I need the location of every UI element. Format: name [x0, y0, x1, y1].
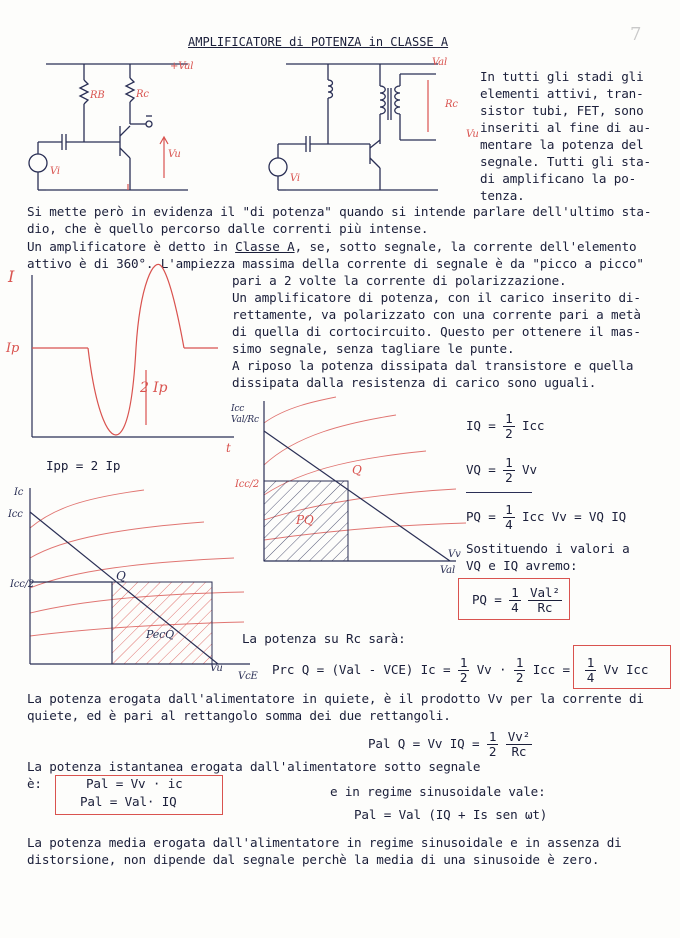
left-q-label: Q — [116, 569, 126, 583]
eq-pqb-den1: 4 — [511, 600, 519, 615]
eq-iq-num: 1 — [505, 411, 513, 426]
text-line: rettamente, va polarizzato con una corrente pari a metà — [232, 307, 641, 322]
text-line: VQ e IQ avremo: — [466, 558, 578, 573]
sine-graph — [6, 265, 236, 450]
eq-prc-a-den: 2 — [459, 670, 468, 685]
classe-a-term: Classe A — [235, 239, 295, 254]
label-rb: RB — [90, 90, 105, 101]
text-line: di quella di cortocircuito. Questo per ottenere il mas- — [232, 324, 641, 339]
eq-pqb-num1: 1 — [511, 585, 519, 600]
right-y-mid-label: Val/Rc — [231, 415, 259, 425]
text-line: Si mette però in evidenza il "di potenza" quando si intende parlare dell'ultimo sta- — [27, 204, 652, 219]
intro-line: sistor tubi, FET, sono — [480, 103, 644, 118]
eq-pqb-lhs: PQ = — [472, 592, 502, 607]
text-line: distorsione, non dipende dal segnale perchè la media di una sinusoide è zero. — [27, 852, 600, 867]
eq-sin: Pal = Val (IQ + Is sen ωt) — [354, 807, 548, 822]
text-line: quiete, ed è pari al rettangolo somma dei due rettangoli. — [27, 708, 451, 723]
eq-pq-num: 1 — [505, 502, 513, 517]
text-line: pari a 2 volte la corrente di polarizzazione. — [232, 273, 567, 288]
text-line: La potenza media erogata dall'alimentatore in regime sinusoidale e in assenza di — [27, 835, 622, 850]
eq-prc-c-num: 1 — [586, 655, 595, 670]
text-line: A riposo la potenza dissipata dal transistore e quella — [232, 358, 634, 373]
eq-palq-den2: Rc — [511, 744, 527, 759]
intro-line: mentare la potenza del — [480, 137, 644, 152]
intro-line: inseriti al fine di au- — [480, 120, 651, 135]
intro-line: di amplificano la po- — [480, 171, 637, 186]
eq-vq-num: 1 — [505, 455, 513, 470]
label-rc-2: Rc — [445, 99, 458, 110]
intro-paragraph — [480, 68, 651, 204]
eq-prc-a-num: 1 — [459, 655, 468, 670]
text-line: La potenza erogata dall'alimentatore in quiete, è il prodotto Vv per la corrente di — [27, 691, 644, 706]
text-line: simo segnale, senza tagliare le punte. — [232, 341, 515, 356]
eq-pq — [466, 503, 626, 532]
left-y-label: Ic — [14, 487, 24, 498]
sine-x-label: t — [226, 441, 231, 455]
eq-vq-rhs: Vv — [522, 462, 537, 477]
label-vi-2: Vi — [290, 173, 300, 184]
left-vu-label: Vu — [210, 663, 223, 674]
divider — [466, 492, 532, 493]
right-y-top-label: Icc — [231, 404, 245, 414]
eq-inst-2: Pal = Val· IQ — [80, 794, 177, 809]
intro-line: segnale. Tutti gli sta- — [480, 154, 651, 169]
right-q-label: Q — [352, 463, 362, 477]
text-line: e in regime sinusoidale vale: — [330, 784, 546, 799]
sine-ip-label: Ip — [6, 341, 20, 356]
sine-amp-label: 2 Ip — [140, 380, 168, 396]
left-area-label: PecQ — [146, 628, 174, 641]
right-vv-label: Vv — [448, 549, 461, 560]
left-half-label: Icc/2 — [10, 579, 35, 590]
label-val-2: Val — [432, 57, 448, 68]
text-line: La potenza su Rc sarà: — [242, 631, 406, 646]
page-number: 7 — [630, 24, 642, 45]
eq-palq-lhs: Pal Q = Vv IQ = — [368, 736, 480, 751]
text-line: dissipata dalla resistenza di carico sono uguali. — [232, 375, 597, 390]
eq-prc — [272, 656, 648, 685]
label-vu: Vu — [168, 149, 181, 160]
eq-prc-lhs: Prc Q = (Val - VCE) Ic = — [272, 662, 451, 677]
eq-inst-1: Pal = Vv · ic — [86, 776, 183, 791]
left-icc-label: Icc — [8, 509, 23, 520]
text-span: , se, sotto segnale, la corrente dell'elemento — [294, 239, 637, 254]
eq-prc-b-num: 1 — [515, 655, 524, 670]
eq-palq-num1: 1 — [488, 729, 497, 744]
sine-caption: Ipp = 2 Ip — [46, 458, 121, 473]
eq-pq-den: 4 — [505, 517, 513, 532]
eq-prc-b-den: 2 — [515, 670, 524, 685]
label-vu-2: Vu — [466, 129, 479, 140]
intro-line: elementi attivi, tran- — [480, 86, 644, 101]
loadline-graph-left — [4, 478, 254, 678]
text-line: Sostituendo i valori a — [466, 541, 630, 556]
label-rc: Rc — [136, 89, 149, 100]
eq-prc-c-rhs: Vv Icc — [603, 662, 649, 677]
page-title: AMPLIFICATORE di POTENZA in CLASSE A — [188, 35, 449, 49]
eq-palq-num2: Vv² — [507, 729, 531, 744]
eq-vq-den: 2 — [505, 470, 513, 485]
label-val: +Val — [170, 61, 194, 72]
eq-pq-lhs: PQ = — [466, 509, 496, 524]
eq-pqb-den2: Rc — [537, 600, 553, 615]
eq-iq — [466, 412, 544, 441]
loadline-graph-right — [226, 395, 476, 580]
eq-palq — [368, 730, 532, 759]
right-area-label: PQ — [296, 513, 314, 527]
eq-palq-den1: 2 — [488, 744, 497, 759]
sine-y-label: I — [8, 267, 15, 286]
text-line: attivo è di 360°. L'ampiezza massima della corrente di segnale è da "picco a picco" — [27, 256, 644, 271]
text-line — [27, 238, 636, 255]
text-span: Un amplificatore è detto in — [27, 239, 236, 254]
left-vce-label: VcE — [238, 671, 258, 682]
eq-prc-b-rhs: Icc = — [532, 662, 570, 677]
eq-prc-c-den: 4 — [586, 670, 595, 685]
label-vi: Vi — [50, 166, 60, 177]
intro-line: tenza. — [480, 188, 525, 203]
text-line: dio, che è quello percorso dalle correnti più intense. — [27, 221, 429, 236]
text-line: è: — [27, 776, 42, 791]
right-half-label: Icc/2 — [235, 479, 260, 490]
right-val-label: Val — [440, 565, 456, 576]
text-line: Un amplificatore di potenza, con il carico inserito di- — [232, 290, 641, 305]
text-line: La potenza istantanea erogata dall'alimentatore sotto segnale — [27, 759, 481, 774]
eq-vq — [466, 456, 537, 485]
intro-line: In tutti gli stadi gli — [480, 69, 644, 84]
eq-pq-rhs: Icc Vv = VQ IQ — [522, 509, 627, 524]
eq-iq-lhs: IQ = — [466, 418, 496, 433]
eq-prc-a-rhs: Vv · — [476, 662, 507, 677]
eq-pqb-num2: Val² — [530, 585, 560, 600]
eq-iq-den: 2 — [505, 426, 513, 441]
eq-vq-lhs: VQ = — [466, 462, 496, 477]
eq-pq-boxed — [472, 586, 562, 615]
eq-iq-rhs: Icc — [522, 418, 545, 433]
